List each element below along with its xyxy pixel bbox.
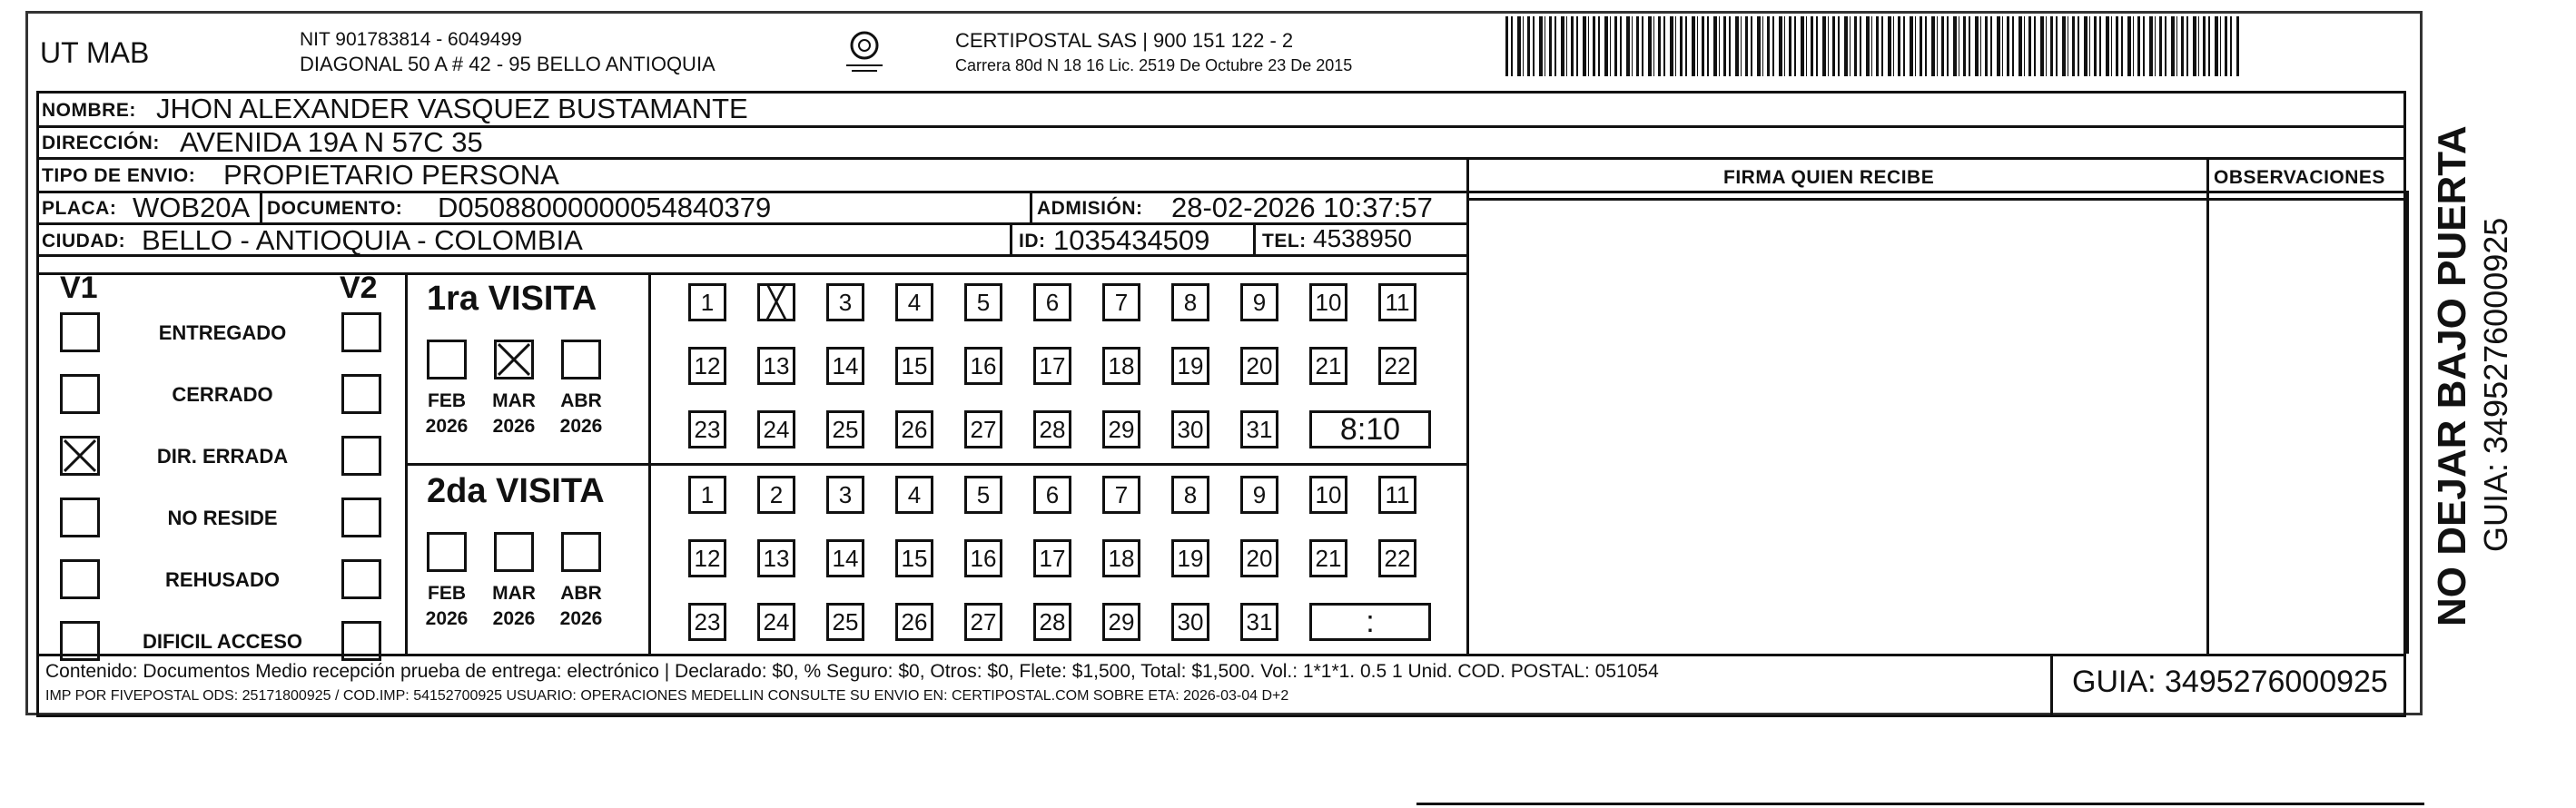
day-box[interactable]: 1: [688, 476, 726, 514]
day-box[interactable]: 10: [1309, 476, 1347, 514]
month-name: ABR: [560, 583, 602, 604]
day-box[interactable]: 27: [964, 410, 1002, 448]
day-box[interactable]: 15: [895, 539, 933, 577]
v1-checkbox[interactable]: [60, 374, 100, 414]
company-nit: NIT 901783814 - 6049499: [300, 29, 522, 50]
day-box[interactable]: 31: [1240, 603, 1278, 641]
v2-checkbox[interactable]: [341, 559, 381, 599]
day-box[interactable]: 27: [964, 603, 1002, 641]
month-checkbox[interactable]: [561, 532, 601, 572]
documento-label: DOCUMENTO:: [267, 198, 403, 219]
status-label: REHUSADO: [165, 568, 280, 591]
placa-label: PLACA:: [42, 198, 117, 219]
admision-label: ADMISIÓN:: [1037, 198, 1143, 219]
month-label: [419, 581, 474, 632]
id-value: 1035434509: [1053, 224, 1210, 256]
month-checkbox[interactable]: [427, 532, 467, 572]
barcode: [1505, 16, 2239, 76]
footer-guia: GUIA: 3495276000925: [2072, 665, 2388, 699]
day-box[interactable]: 23: [688, 410, 726, 448]
day-box[interactable]: 7: [1102, 283, 1140, 321]
v1-checkbox[interactable]: [60, 498, 100, 537]
grid-line: [2206, 157, 2209, 654]
day-box[interactable]: 6: [1033, 476, 1071, 514]
day-box[interactable]: 29: [1102, 410, 1140, 448]
day-box[interactable]: 9: [1240, 476, 1278, 514]
v1-checkbox[interactable]: [60, 312, 100, 352]
observaciones-header: OBSERVACIONES: [2214, 167, 2385, 188]
grid-line: [36, 272, 1466, 275]
grid-line: [1466, 198, 2406, 201]
month-label: [487, 389, 541, 439]
day-box[interactable]: 3: [826, 283, 864, 321]
carrier-license: Carrera 80d N 18 16 Lic. 2519 De Octubre 23 De 2015: [955, 56, 1353, 74]
month-year: 2026: [492, 416, 536, 437]
month-name: FEB: [428, 390, 466, 411]
status-label: DIR. ERRADA: [156, 445, 289, 468]
month-label: [487, 581, 541, 632]
day-box[interactable]: 25: [826, 410, 864, 448]
grid-line: [1253, 222, 1256, 254]
footer-imp: IMP POR FIVEPOSTAL ODS: 25171800925 / COD.IMP: 54152700925 USUARIO: OPERACIONES MEDELLIN CONSULTE SU ENVIO EN: CERTIPOSTAL.COM SOBRE ETA: 2026-03-04 D+2: [45, 688, 1289, 704]
grid-line: [405, 463, 1466, 466]
day-box[interactable]: 15: [895, 347, 933, 385]
tel-value: 4538950: [1313, 224, 1413, 252]
nombre-label: NOMBRE:: [42, 100, 136, 121]
day-box[interactable]: 20: [1240, 539, 1278, 577]
visit-title: 1ra VISITA: [427, 280, 597, 318]
direccion-value: AVENIDA 19A N 57C 35: [180, 126, 483, 158]
day-box[interactable]: 26: [895, 410, 933, 448]
time-box[interactable]: 8:10: [1309, 410, 1431, 448]
month-checkbox[interactable]: [427, 340, 467, 379]
day-box[interactable]: 17: [1033, 347, 1071, 385]
grid-line: [1030, 191, 1032, 222]
carrier-name: CERTIPOSTAL SAS | 900 151 122 - 2: [955, 29, 1294, 52]
day-box[interactable]: 26: [895, 603, 933, 641]
v2-checkbox[interactable]: [341, 498, 381, 537]
day-box[interactable]: 1: [688, 283, 726, 321]
grid-line: [260, 191, 262, 222]
day-box[interactable]: 29: [1102, 603, 1140, 641]
day-box[interactable]: 8: [1171, 283, 1209, 321]
month-year: 2026: [559, 608, 603, 629]
day-box[interactable]: 6: [1033, 283, 1071, 321]
company-name: UT MAB: [40, 36, 150, 69]
tel-label: TEL:: [1262, 231, 1307, 251]
bottom-edge-line: [1416, 803, 2424, 805]
day-box[interactable]: 14: [826, 347, 864, 385]
day-box[interactable]: 12: [688, 347, 726, 385]
v1-checkbox[interactable]: [60, 559, 100, 599]
grid-line: [2050, 654, 2053, 717]
nombre-value: JHON ALEXANDER VASQUEZ BUSTAMANTE: [156, 93, 748, 124]
month-label: [419, 389, 474, 439]
day-box[interactable]: 24: [757, 603, 795, 641]
day-box[interactable]: 30: [1171, 410, 1209, 448]
day-box[interactable]: 11: [1378, 476, 1416, 514]
day-box[interactable]: 4: [895, 476, 933, 514]
month-name: MAR: [492, 583, 536, 604]
month-checkbox[interactable]: [561, 340, 601, 379]
tipo-envio-value: PROPIETARIO PERSONA: [223, 159, 559, 191]
visit-title: 2da VISITA: [427, 472, 605, 510]
ciudad-value: BELLO - ANTIOQUIA - COLOMBIA: [142, 224, 583, 256]
day-box[interactable]: 23: [688, 603, 726, 641]
status-label: ENTREGADO: [158, 321, 287, 344]
day-box[interactable]: 21: [1309, 539, 1347, 577]
month-checkbox[interactable]: [494, 532, 534, 572]
id-label: ID:: [1019, 231, 1046, 251]
day-box[interactable]: 28: [1033, 410, 1071, 448]
v1-checkbox[interactable]: [60, 436, 100, 476]
day-box[interactable]: 9: [1240, 283, 1278, 321]
day-box[interactable]: [757, 283, 795, 321]
certipostal-logo: [839, 27, 890, 78]
day-box[interactable]: 5: [964, 476, 1002, 514]
month-checkbox[interactable]: [494, 340, 534, 379]
day-box[interactable]: 17: [1033, 539, 1071, 577]
side-guia: GUIA: 3495276000925: [2477, 217, 2514, 552]
v2-header: V2: [340, 271, 378, 305]
day-box[interactable]: 13: [757, 347, 795, 385]
day-box[interactable]: 12: [688, 539, 726, 577]
direccion-label: DIRECCIÓN:: [42, 133, 160, 153]
side-warning: NO DEJAR BAJO PUERTA: [2430, 125, 2474, 626]
v1-header: V1: [60, 271, 98, 305]
day-box[interactable]: 31: [1240, 410, 1278, 448]
day-box[interactable]: 20: [1240, 347, 1278, 385]
day-box[interactable]: 5: [964, 283, 1002, 321]
tipo-envio-label: TIPO DE ENVIO:: [42, 165, 196, 186]
day-box[interactable]: 14: [826, 539, 864, 577]
day-box[interactable]: 18: [1102, 539, 1140, 577]
v2-checkbox[interactable]: [341, 312, 381, 352]
day-box[interactable]: 7: [1102, 476, 1140, 514]
firma-header: FIRMA QUIEN RECIBE: [1723, 167, 1935, 188]
month-label: [554, 581, 608, 632]
grid-line: [1010, 222, 1012, 254]
status-label: DIFICIL ACCESO: [142, 630, 302, 653]
time-box[interactable]: :: [1309, 603, 1431, 641]
ciudad-label: CIUDAD:: [42, 231, 126, 251]
month-name: MAR: [492, 390, 536, 411]
day-box[interactable]: 21: [1309, 347, 1347, 385]
day-box[interactable]: 11: [1378, 283, 1416, 321]
grid-line: [1466, 157, 1469, 654]
month-name: FEB: [428, 583, 466, 604]
day-box[interactable]: 19: [1171, 347, 1209, 385]
month-year: 2026: [559, 416, 603, 437]
status-label: NO RESIDE: [167, 507, 278, 529]
day-box[interactable]: 16: [964, 347, 1002, 385]
v2-checkbox[interactable]: [341, 436, 381, 476]
status-label: CERRADO: [172, 383, 273, 406]
day-box[interactable]: 30: [1171, 603, 1209, 641]
month-year: 2026: [425, 416, 469, 437]
footer-contenido: Contenido: Documentos Medio recepción prueba de entrega: electrónico | Declarado: $0, % Seguro: $0, Otros: $0, Flete: $1,500, Total: $1,500. Vol.: 1*1*1. 0.5 1 Unid. COD. POSTAL: 051054: [45, 661, 1659, 682]
v2-checkbox[interactable]: [341, 374, 381, 414]
day-box[interactable]: 22: [1378, 347, 1416, 385]
day-box[interactable]: 22: [1378, 539, 1416, 577]
day-box[interactable]: 3: [826, 476, 864, 514]
day-box[interactable]: 2: [757, 476, 795, 514]
day-box[interactable]: 28: [1033, 603, 1071, 641]
grid-line: [2406, 191, 2409, 654]
month-year: 2026: [425, 608, 469, 629]
day-box[interactable]: 19: [1171, 539, 1209, 577]
day-box[interactable]: 24: [757, 410, 795, 448]
month-name: ABR: [560, 390, 602, 411]
documento-value: D05088000000054840379: [438, 192, 772, 223]
day-box[interactable]: 13: [757, 539, 795, 577]
company-address: DIAGONAL 50 A # 42 - 95 BELLO ANTIOQUIA: [300, 53, 716, 75]
day-box[interactable]: 8: [1171, 476, 1209, 514]
month-year: 2026: [492, 608, 536, 629]
day-box[interactable]: 16: [964, 539, 1002, 577]
day-box[interactable]: 10: [1309, 283, 1347, 321]
placa-value: WOB20A: [133, 192, 251, 223]
day-box[interactable]: 4: [895, 283, 933, 321]
day-box[interactable]: 25: [826, 603, 864, 641]
admision-value: 28-02-2026 10:37:57: [1171, 192, 1433, 223]
day-box[interactable]: 18: [1102, 347, 1140, 385]
month-label: [554, 389, 608, 439]
